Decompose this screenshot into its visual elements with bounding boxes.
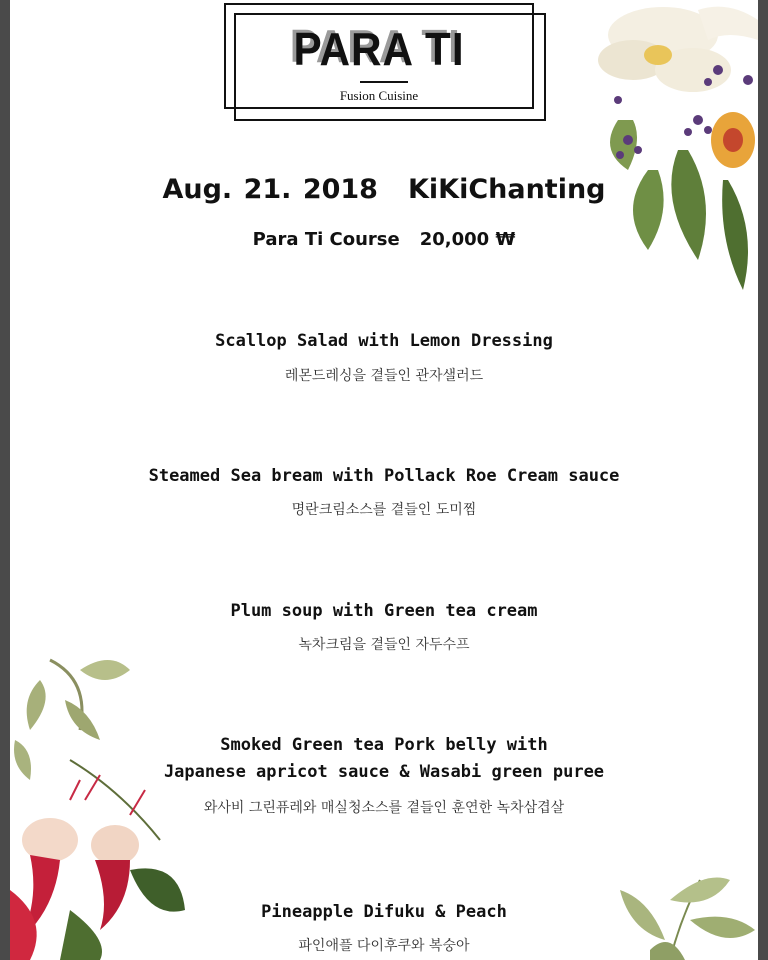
- fuchsia-flowers-illustration: [10, 640, 190, 960]
- dish-3-english: Plum soup with Green tea cream: [230, 601, 538, 621]
- dish-4-english-line1: Smoked Green tea Pork belly with: [220, 735, 548, 755]
- course-name: Para Ti Course: [252, 229, 400, 250]
- dish-3-korean: 녹차크림을 곁들인 자두수프: [298, 637, 470, 653]
- menu-date: Aug. 21. 2018: [162, 174, 378, 205]
- course-line: [10, 229, 758, 250]
- dish-1-korean: 레몬드레싱을 곁들인 관자샐러드: [284, 368, 484, 384]
- guest-name: KiKiChanting: [407, 174, 606, 205]
- course-price: 20,000 ₩: [419, 229, 516, 250]
- flower-bouquet-illustration: [558, 0, 758, 300]
- logo-divider: [360, 81, 408, 83]
- logo-tagline: Fusion Cuisine: [339, 88, 419, 103]
- green-leaves-illustration: [610, 860, 758, 960]
- logo-title: PARA TI: [293, 23, 465, 75]
- dish-1-english: Scallop Salad with Lemon Dressing: [215, 331, 553, 351]
- dish-4-english-line2: Japanese apricot sauce & Wasabi green puree: [163, 762, 605, 782]
- dish-5-korean: 파인애플 다이후쿠와 복숭아: [298, 938, 470, 954]
- menu-headline: [10, 174, 758, 205]
- dish-2-english: Steamed Sea bream with Pollack Roe Cream sauce: [148, 466, 620, 486]
- dish-4-korean: 와사비 그린퓨레와 매실청소스를 곁들인 훈연한 녹차삼겹살: [203, 800, 565, 816]
- dish-5-english: Pineapple Difuku & Peach: [261, 902, 507, 922]
- menu-page: [10, 0, 758, 960]
- dish-2-korean: 명란크림소스를 곁들인 도미찜: [291, 502, 477, 518]
